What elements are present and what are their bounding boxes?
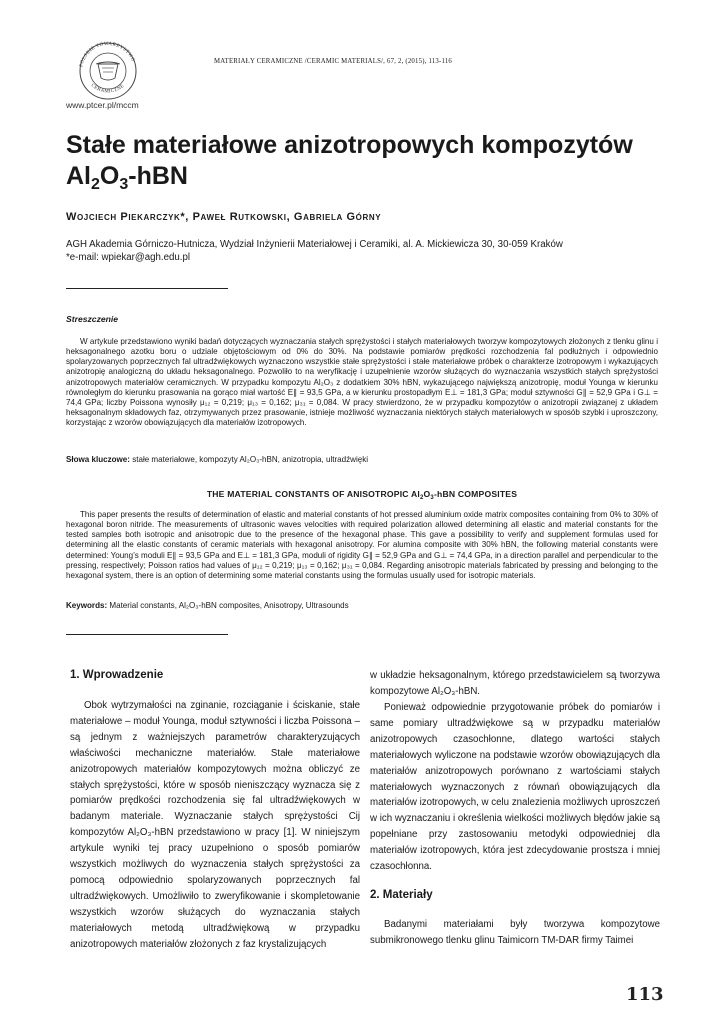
intro-paragraph-3: Ponieważ odpowiednie przygotowanie próbek do pomiarów i same pomiary ultradźwiękowe są w przypadku materiałów anizotropowych czasochłonne, dlatego wartości stałych materiałowych wyliczone na podstawie wzorów obowiązujących dla materiałów anizotropowych porównano z wartościami stałych materiałowych wyznaczonych z równań obowiązujących dla materiałów izotropowych, w celu znalezienia możliwych uproszczeń w ich wyznaczaniu i określenia wielkości możliwych błędów jakie są popełniane przy zastosowaniu metodyki odpowiedniej dla materiałów izotropowych, która jest zdecydowanie prostsza i mniej czasochłonna.: [370, 702, 660, 873]
abstract-label: Streszczenie: [66, 314, 119, 324]
journal-header: MATERIAŁY CERAMICZNE /CERAMIC MATERIALS/, 67, 2, (2015), 113-116: [214, 58, 453, 65]
society-seal-icon: [68, 38, 148, 100]
intro-paragraph-2: w układzie heksagonalnym, którego przedstawicielem są tworzywa kompozytowe Al₂O₃-hBN.: [370, 670, 660, 697]
title-line1: Stałe materiałowe anizotropowych kompozytów: [66, 131, 633, 159]
affiliation: [66, 238, 563, 264]
paper-title: Stałe materiałowe anizotropowych kompozytów $Al_2O_3$-hBN: [66, 131, 633, 193]
keywords-en: [66, 601, 658, 611]
keywords-list-pl: stałe materiałowe, kompozyty Al₂O₃-hBN, anizotropia, ultradźwięki: [132, 455, 369, 464]
abstract-body-pl: W artykule przedstawiono wyniki badań dotyczących wyznaczania stałych sprężystości i stałych materiałowych tworzyw kompozytowych złożonych z tlenku glinu i heksagonalnego azotku boru o udziale objętościowym od 0% do 30%. Na podstawie pomiarów prędkości rozchodzenia fal podłużnych i odpowiednio spolaryzowanych poprzecznych fal ultradźwiękowych wyznaczono wszystkie stałe sprężystości i stałe materiałowe próbek o charakterze izotropowym i wykazujących anizotropię analogiczną do układu heksagonalnego. Pozwoliło to na weryfikację i uzupełnienie wzorów służących do wyznaczania wszystkich stałych sprężystości anizotropowych materiałów ceramicznych. W przypadku kompozytu Al₂O₃ z dodatkiem 30% hBN, wykazującego największą anizotropię, moduł Younga w kierunku równoległym do kierunku prasowania na gorąco miał wartość E∥ = 93,5 GPa, a w kierunku prostopadłym E⊥ = 181,3 GPa; moduł sztywności G∥ = 52,9 GPa i G⊥ = 74,4 GPa; liczby Poissona wynosiły μ₁₂ = 0,219; μ₁₃ = 0,162; μ₃₁ = 0,084. W pracy stwierdzono, że w przypadku kompozytów o anizotropii związanej z układem heksagonalnym składowych faz, otrzymywanych przez prasowanie, istnieje możliwość wyznaczania niektórych stałych materiałowych w sposób szybki i uproszczony, korzystając z wzorów obowiązujących dla materiałów izotropowych.: [66, 337, 658, 428]
materials-paragraph-1: Badanymi materiałami były tworzywa kompozytowe submikronowego tlenku glinu Taimicorn TM-DAR firmy Taimei: [370, 919, 660, 946]
section-heading-materials: 2. Materiały: [370, 889, 433, 901]
authors: Wojciech Piekarczyk*, Paweł Rutkowski, Gabriela Górny: [66, 211, 382, 223]
keywords-list-en: Material constants, Al₂O₃-hBN composites, Anisotropy, Ultrasounds: [109, 601, 349, 610]
website-url[interactable]: www.ptcer.pl/mccm: [66, 100, 139, 110]
divider: [66, 288, 228, 289]
divider: [66, 634, 228, 635]
logo-text-top: POLSKIE TOWARZYSTWO: [79, 41, 136, 68]
keywords-pl: [66, 455, 658, 465]
english-title: THE MATERIAL CONSTANTS OF ANISOTROPIC $Al_2O_3$-hBN COMPOSITES: [206, 489, 518, 501]
society-logo: [68, 38, 148, 100]
affiliation-address: AGH Akademia Górniczo-Hutnicza, Wydział Inżynierii Materiałowej i Ceramiki, al. A. Mickiewicza 30, 30-059 Kraków: [66, 239, 563, 250]
abstract-body-en: This paper presents the results of determination of elastic and material constants of hot pressed aluminium oxide matrix composites containing from 0% to 30% of hexagonal boron nitride. The measurements of ultrasonic waves velocities with required polarization allowed determining all elastic and material constants for the tested samples both isotropic and anisotropic due to the presence of the hexagonal phase. This gave a possibility to verify and supplement formulas used for determining all the elastic constants of ceramic materials with hexagonal anisotropy. For alumina composite with 30% hBN, the following material constants were determined: Young’s moduli E∥ = 93,5 GPa and E⊥ = 181,3 GPa, moduli of rigidity G∥ = 52,9 GPa and G⊥ = 74,4 GPa, in a direction parallel and perpendicular to the pressing, respectively; Poisson ratios had values of μ₁₂ = 0,219; μ₁₃ = 0,162; μ₃₁ = 0,084. Regarding anisotropic materials fabricated by pressing and belonging to the hexagonal system, there is an option of determining some material constants using the formulas usually used for isotropic materials.: [66, 510, 658, 580]
logo-text-bottom: CERAMICZNE: [89, 83, 126, 95]
section-heading-introduction: 1. Wprowadzenie: [70, 669, 164, 681]
intro-paragraph-1: Obok wytrzymałości na zginanie, rozciąganie i ściskanie, stałe materiałowe – moduł Younga, moduł sztywności i liczba Poissona – są jednym z ważniejszych parametrów charakteryzujących właściwości mechaniczne materiałów. Stałe materiałowe anizotropowych materiałów kompozytowych można obliczyć ze stałych sprężystości, które w sposób nieniszczący wyznacza się z pomiarów prędkości rozchodzenia się fal ultradźwiękowych w badanym materiale. Wyznaczanie stałych sprężystości Cij kompozytów Al₂O₃-hBN przedstawiono w pracy [1]. W niniejszym artykule wyniki tej pracy uzupełniono o sposób pomiarów wszystkich możliwych do wyznaczenia stałych sprężystości za pomocą odpowiednio spolaryzowanych poprzecznych fal ultradźwiękowych. Umożliwiło to zweryfikowanie i skompletowanie wszystkich wzorów służących do wyznaczania stałych materiałowych metodą ultradźwiękową w przypadku anizotropowych materiałów złożonych z faz krystalizujących: [70, 700, 360, 950]
corresponding-email[interactable]: *e-mail: wpiekar@agh.edu.pl: [66, 252, 190, 263]
keywords-label-en: Keywords:: [66, 601, 108, 610]
page-number: 113: [626, 984, 664, 1005]
keywords-label-pl: Słowa kluczowe:: [66, 455, 130, 464]
